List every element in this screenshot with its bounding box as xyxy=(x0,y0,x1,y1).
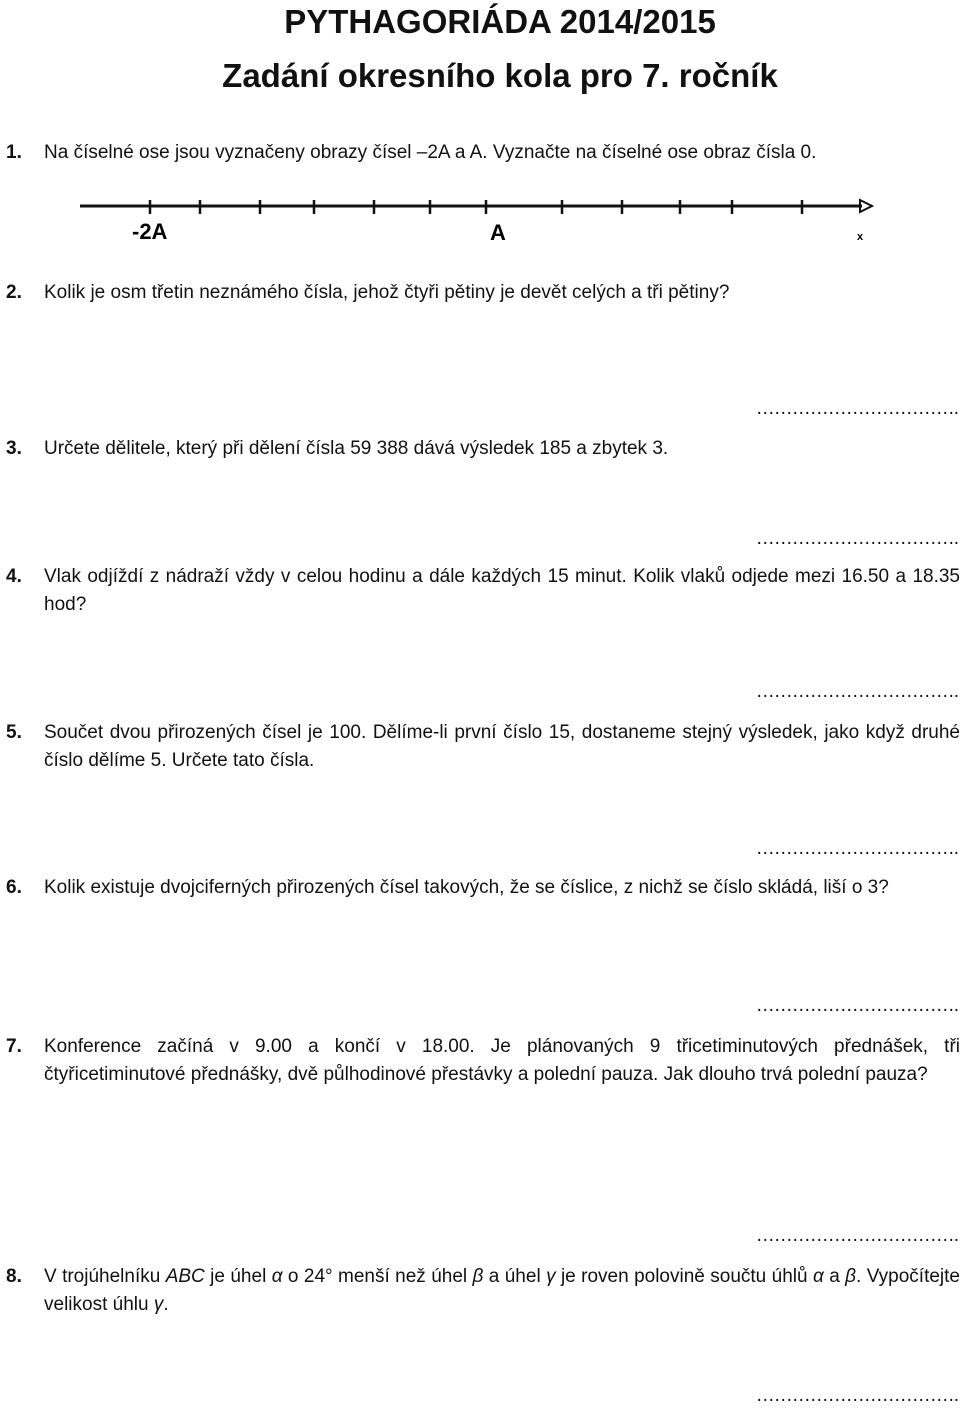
problem-4 xyxy=(6,563,960,619)
problem-8 xyxy=(6,1263,960,1319)
problem-text: Kolik existuje dvojciferných přirozených čísel takových, že se číslice, z nichž se číslo skládá, liší o 3? xyxy=(44,877,889,898)
answer-line-2: ……………………………. xyxy=(755,398,958,419)
problem-text: Konference začíná v 9.00 a končí v 18.00. Je plánovaných 9 třicetiminutových přednášek, tři čtyřicetiminutové přednášky, dvě půlhodinové přestávky a polední pauza. Jak dlouho trvá polední pauza? xyxy=(44,1036,960,1085)
problem-number: 7. xyxy=(6,1036,22,1057)
label-x: x xyxy=(857,231,864,243)
problem-number: 1. xyxy=(6,142,22,163)
problem-number: 8. xyxy=(6,1266,22,1287)
answer-line-5: ……………………………. xyxy=(755,838,958,859)
problem-number: 2. xyxy=(6,282,22,303)
number-line-figure xyxy=(72,190,882,248)
document-title: PYTHAGORIÁDA 2014/2015 xyxy=(284,3,716,40)
problem-text: V trojúhelníku ABC je úhel α o 24° menší než úhel β a úhel γ je roven polovině součtu úhlů α a β. Vypočítejte velikost úhlu γ. xyxy=(44,1266,960,1315)
answer-line-3: ……………………………. xyxy=(755,528,958,549)
problem-text: Určete dělitele, který při dělení čísla 59 388 dává výsledek 185 a zbytek 3. xyxy=(44,438,669,459)
answer-line-7: ……………………………. xyxy=(755,1225,958,1246)
problem-3 xyxy=(6,435,960,463)
problem-text: Na číselné ose jsou vyznačeny obrazy čísel –2A a A. Vyznačte na číselné ose obraz čísla 0. xyxy=(44,142,817,163)
problem-6 xyxy=(6,874,960,902)
document-subtitle: Zadání okresního kola pro 7. ročník xyxy=(222,57,778,94)
label-a: A xyxy=(490,220,506,245)
problem-text: Součet dvou přirozených čísel je 100. Dělíme-li první číslo 15, dostaneme stejný výsledek, jako když druhé číslo dělíme 5. Určete tato čísla. xyxy=(44,722,960,771)
problem-text: Kolik je osm třetin neznámého čísla, jehož čtyři pětiny je devět celých a tři pětiny? xyxy=(44,282,730,303)
label-minus-2a: -2A xyxy=(132,219,168,244)
problem-text: Vlak odjíždí z nádraží vždy v celou hodinu a dále každých 15 minut. Kolik vlaků odjede mezi 16.50 a 18.35 hod? xyxy=(44,566,960,615)
problem-1 xyxy=(6,139,960,167)
answer-line-8: ……………………………. xyxy=(755,1385,958,1406)
problem-number: 6. xyxy=(6,877,22,898)
problem-7 xyxy=(6,1033,960,1089)
problem-number: 4. xyxy=(6,566,22,587)
problem-2 xyxy=(6,279,960,307)
problem-number: 5. xyxy=(6,722,22,743)
problem-number: 3. xyxy=(6,438,22,459)
answer-line-4: ……………………………. xyxy=(755,681,958,702)
problem-5 xyxy=(6,719,960,775)
answer-line-6: ……………………………. xyxy=(755,995,958,1016)
